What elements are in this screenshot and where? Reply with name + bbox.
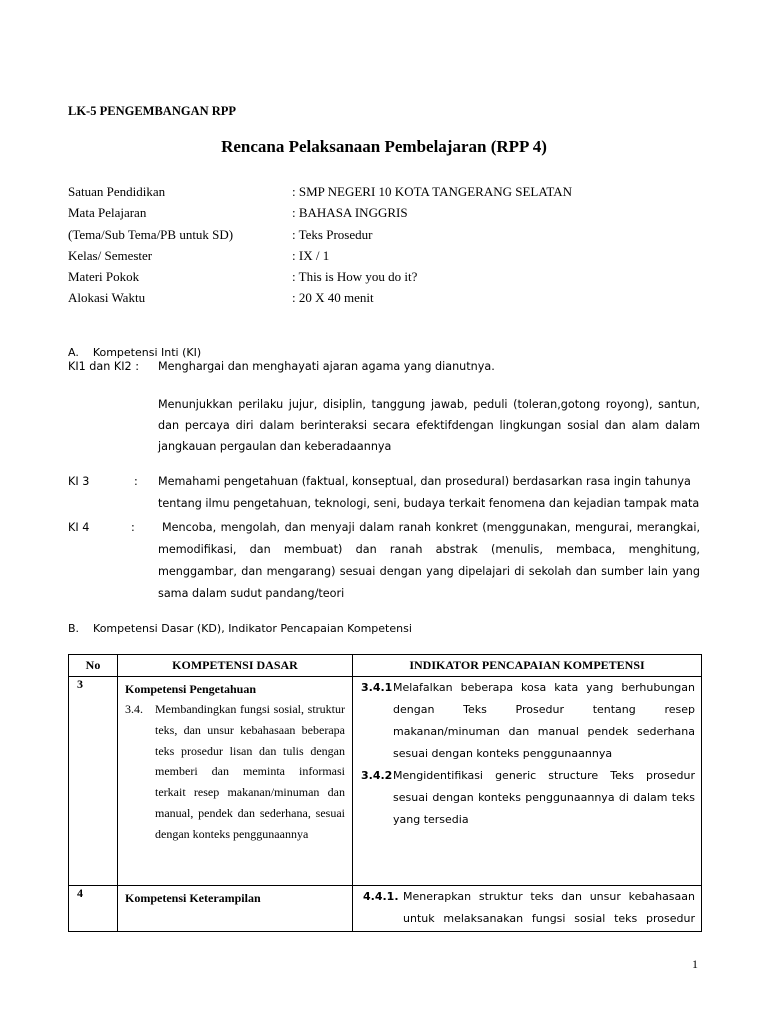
identity-label: Satuan Pendidikan <box>68 184 166 199</box>
indicator-cell <box>353 677 702 886</box>
ki3-line: Memahami pengetahuan (faktual, konseptual, dan prosedural) berdasarkan rasa ingin tahunya <box>158 475 691 488</box>
ki12-paragraph-line: dan percaya diri dalam berinteraksi secara efektifdengan lingkungan sosial dan alam dalam <box>158 419 700 432</box>
kd-text: Membandingkan fungsi sosial, struktur teks, dan unsur kebahasaan beberapa teks prosedur lisan dan tulis dengan memberi dan meminta informasi terkait resep makanan/minuman dan manual, pendek dan sederhana, sesuai dengan konteks penggunaannya <box>155 702 345 841</box>
indicator-text: Menerapkan struktur teks dan unsur kebahasaan untuk melaksanakan fungsi sosial teks prosedur <box>403 890 695 925</box>
ki12-text: Menghargai dan menghayati ajaran agama yang dianutnya. <box>158 360 495 373</box>
indicator-number: 3.4.1 <box>361 681 393 694</box>
kd-cell <box>118 886 353 932</box>
kd-number: 3.4. <box>125 702 143 716</box>
table-row <box>69 886 702 932</box>
header-no: No <box>69 655 118 677</box>
indicator-text: Mengidentifikasi generic structure Teks prosedur sesuai dengan konteks penggunaannya di dalam teks yang tersedia <box>393 769 695 826</box>
ki4-colon: : <box>131 521 135 534</box>
indicator-cell <box>353 886 702 932</box>
section-a-heading: A. Kompetensi Inti (KI) <box>68 346 202 359</box>
identity-value: : Teks Prosedur <box>292 227 373 242</box>
row-number: 3 <box>69 677 118 886</box>
identity-value: : 20 X 40 menit <box>292 290 374 305</box>
indicator-number: 4.4.1. <box>363 890 399 903</box>
section-b-heading: B. Kompetensi Dasar (KD), Indikator Pencapaian Kompetensi <box>68 622 412 635</box>
identity-value: : This is How you do it? <box>292 269 418 284</box>
kd-table <box>68 654 702 932</box>
table-header-row <box>69 655 702 677</box>
identity-label: Kelas/ Semester <box>68 248 153 263</box>
ki4-line: memodifikasi, dan membuat) dan ranah abstrak (menulis, membaca, menghitung, <box>158 543 700 556</box>
ki12-label: KI1 dan KI2 : <box>68 360 139 373</box>
document-code: LK-5 PENGEMBANGAN RPP <box>68 104 237 118</box>
header-kompetensi-dasar: KOMPETENSI DASAR <box>118 655 353 677</box>
ki4-line: menggambar, dan mengarang) sesuai dengan yang dipelajari di sekolah dan sumber lain yang <box>158 565 700 578</box>
identity-label: (Tema/Sub Tema/PB untuk SD) <box>68 227 234 242</box>
kd-item <box>118 699 352 845</box>
identity-label: Alokasi Waktu <box>68 290 146 305</box>
header-indikator: INDIKATOR PENCAPAIAN KOMPETENSI <box>353 655 702 677</box>
ki4-line: sama dalam sudut pandang/teori <box>158 587 345 600</box>
identity-label: Materi Pokok <box>68 269 140 284</box>
kd-cell <box>118 677 353 886</box>
ki3-line: tentang ilmu pengetahuan, teknologi, seni, budaya terkait fenomena dan kejadian tampak mata <box>158 497 700 510</box>
identity-label: Mata Pelajaran <box>68 205 147 220</box>
table-row <box>69 677 702 886</box>
ki12-paragraph-line: jangkauan pergaulan dan keberadaannya <box>158 440 392 453</box>
indicator-item <box>353 886 701 930</box>
ki3-colon: : <box>134 475 138 488</box>
kd-subtitle: Kompetensi Pengetahuan <box>125 682 257 696</box>
indicator-item <box>353 677 701 765</box>
ki4-line: Mencoba, mengolah, dan menyaji dalam ranah konkret (menggunakan, mengurai, merangkai, <box>162 521 700 534</box>
ki12-paragraph-line: Menunjukkan perilaku jujur, disiplin, tanggung jawab, peduli (toleran,gotong royong), santun, <box>158 398 700 411</box>
ki4-label: KI 4 <box>68 521 90 534</box>
indicator-item <box>353 765 701 831</box>
identity-value: : BAHASA INGGRIS <box>292 205 408 220</box>
identity-value: : SMP NEGERI 10 KOTA TANGERANG SELATAN <box>292 184 572 199</box>
kd-subtitle: Kompetensi Keterampilan <box>125 891 261 905</box>
indicator-number: 3.4.2 <box>361 769 393 782</box>
row-number: 4 <box>69 886 118 932</box>
ki3-label: KI 3 <box>68 475 90 488</box>
page-title: Rencana Pelaksanaan Pembelajaran (RPP 4) <box>221 137 547 156</box>
indicator-text: Melafalkan beberapa kosa kata yang berhubungan dengan Teks Prosedur tentang resep makanan/minuman dan manual pendek sederhana sesuai dengan konteks penggunaannya <box>393 681 695 760</box>
page-number: 1 <box>692 957 698 971</box>
identity-value: : IX / 1 <box>292 248 330 263</box>
